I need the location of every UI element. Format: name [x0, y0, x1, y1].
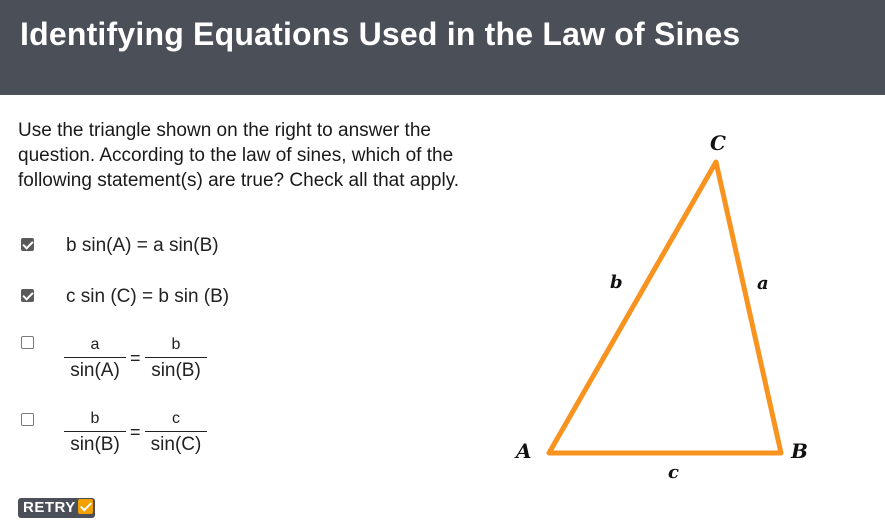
option-4-numerator-left: b — [90, 410, 100, 427]
checkbox-2[interactable] — [21, 289, 34, 302]
vertex-label-b: B — [791, 439, 808, 463]
option-3-fraction-left — [64, 336, 126, 382]
checkbox-3[interactable] — [21, 336, 34, 349]
question-text: Use the triangle shown on the right to answer the question. According to the law of sines, which of the following statement(s) are true? Check all that apply. — [18, 120, 460, 191]
option-3-numerator-right: b — [171, 336, 181, 353]
option-4-equals: = — [130, 422, 141, 442]
option-4-numerator-right: c — [172, 410, 180, 427]
vertex-label-a: A — [516, 439, 532, 463]
option-4-denominator-left: sin(B) — [70, 434, 120, 455]
side-label-c: c — [668, 462, 679, 483]
header-bar — [0, 0, 885, 95]
option-4-fraction-left — [64, 410, 126, 456]
checkmark-icon — [78, 499, 93, 514]
retry-label: RETRY — [23, 499, 76, 516]
option-3-equals: = — [130, 348, 141, 368]
option-3-denominator-right: sin(B) — [151, 360, 201, 381]
retry-button[interactable] — [18, 498, 95, 518]
side-label-a: a — [757, 273, 769, 294]
option-2-equation: c sin (C) = b sin (B) — [66, 286, 230, 307]
triangle-shape — [549, 162, 781, 453]
page-title: Identifying Equations Used in the Law of Sines — [20, 16, 741, 52]
option-3-fraction-right — [145, 336, 207, 382]
checkbox-4[interactable] — [21, 413, 34, 426]
option-1-equation: b sin(A) = a sin(B) — [66, 235, 219, 256]
option-4-denominator-right: sin(C) — [150, 434, 202, 455]
vertex-label-c: C — [710, 131, 726, 155]
option-3-numerator-left: a — [90, 336, 100, 353]
option-3-denominator-left: sin(A) — [70, 360, 120, 381]
side-label-b: b — [610, 272, 623, 293]
checkbox-1[interactable] — [21, 238, 34, 251]
option-4-fraction-right — [145, 410, 207, 456]
